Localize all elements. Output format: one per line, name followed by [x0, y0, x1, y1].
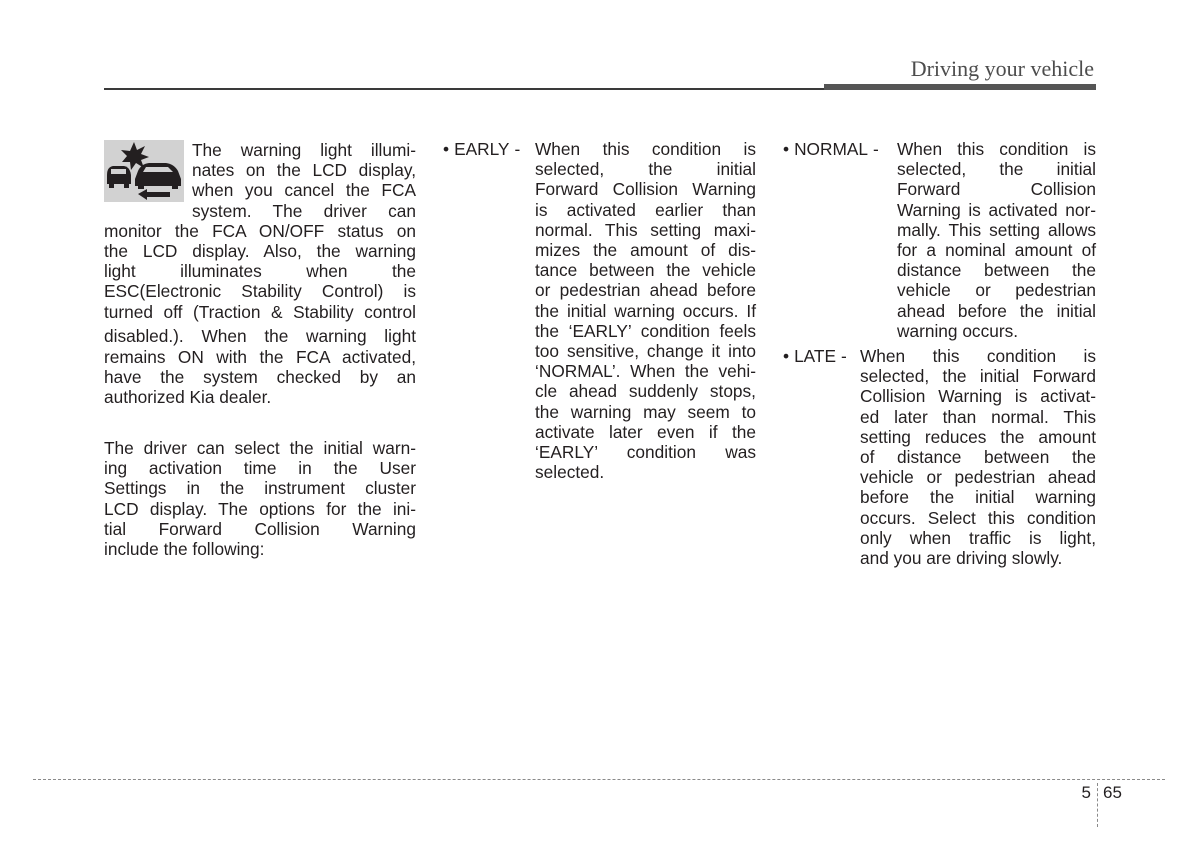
text-line: warning occurs.	[897, 320, 1019, 341]
option-description-late	[860, 346, 1096, 568]
footer-divider	[1097, 783, 1098, 827]
icon-caption	[192, 140, 416, 221]
text-line: ing activation time in the User	[104, 458, 416, 479]
text-line: disabled.). When the warning light	[104, 326, 416, 347]
text-line: mizes the amount of dis-	[535, 240, 756, 261]
text-line: ahead before the initial	[897, 300, 1096, 321]
text-line: or pedestrian ahead before	[535, 280, 756, 301]
text-line: light illuminates when the	[104, 261, 416, 282]
text-line: turned off (Traction & Stability control	[104, 301, 416, 322]
text-line: nates on the LCD display,	[192, 160, 416, 181]
text-line: Collision Warning is activat-	[860, 386, 1096, 407]
text-line: monitor the FCA ON/OFF status on	[104, 220, 416, 241]
text-line: ed later than normal. This	[860, 406, 1096, 427]
option-description-early	[535, 139, 756, 482]
text-line: selected, the initial	[897, 159, 1096, 180]
text-line: LCD display. The options for the ini-	[104, 498, 416, 519]
bullet: •	[783, 139, 790, 159]
header-rule	[104, 88, 824, 90]
fca-status-paragraph	[104, 221, 416, 407]
text-line: Warning is activated nor-	[897, 199, 1096, 220]
text-line: selected, the initial Forward	[860, 366, 1096, 387]
text-line: vehicle or pedestrian	[897, 280, 1096, 301]
text-line: vehicle or pedestrian ahead	[860, 467, 1096, 488]
option-label-late	[783, 346, 847, 366]
text-line: Forward Collision	[897, 179, 1096, 200]
text-line: system. The driver can	[192, 200, 416, 221]
option-separator: -	[514, 139, 521, 159]
text-line: have the system checked by an	[104, 366, 416, 387]
footer-rule	[33, 779, 1165, 780]
header-rule-accent	[824, 84, 1096, 90]
text-line: the LCD display. Also, the warning	[104, 241, 416, 261]
warning-timing-paragraph	[104, 438, 416, 559]
option-separator: -	[841, 346, 847, 366]
text-line: the warning may seem to	[535, 401, 756, 422]
section-title: Driving your vehicle	[910, 56, 1094, 81]
chapter-number: 5	[1081, 783, 1091, 802]
text-line: cle ahead suddenly stops,	[535, 381, 756, 402]
text-line: remains ON with the FCA activated,	[104, 346, 416, 367]
text-line: for a nominal amount of	[897, 240, 1096, 261]
text-line: setting reduces the amount	[860, 426, 1096, 447]
text-line: Settings in the instrument cluster	[104, 478, 416, 499]
text-line: before the initial warning	[860, 487, 1096, 508]
bullet: •	[443, 139, 450, 159]
text-line: authorized Kia dealer.	[104, 386, 272, 407]
text-line: ‘NORMAL’. When the vehi-	[535, 361, 756, 382]
text-line: only when traffic is light,	[860, 527, 1096, 548]
text-line: tance between the vehicle	[535, 260, 756, 281]
text-line: The warning light illumi-	[192, 140, 416, 160]
text-line: include the following:	[104, 539, 265, 560]
text-line: normal. This setting maxi-	[535, 219, 756, 240]
text-line: mally. This setting allows	[897, 219, 1096, 240]
option-name: EARLY	[454, 139, 510, 159]
option-description-normal	[897, 139, 1096, 341]
text-line: is activated earlier than	[535, 199, 756, 220]
text-line: activate later even if the	[535, 421, 756, 442]
text-line: When this condition is	[535, 139, 756, 159]
option-name: LATE	[794, 346, 836, 366]
text-line: When this condition is	[860, 346, 1096, 366]
text-line: of distance between the	[860, 447, 1096, 468]
text-line: Forward Collision Warning	[535, 179, 756, 200]
page-number: 65	[1103, 783, 1122, 802]
text-line: when you cancel the FCA	[192, 180, 416, 201]
option-name: NORMAL	[794, 139, 868, 159]
text-line: the ‘EARLY’ condition feels	[535, 320, 756, 341]
text-line: The driver can select the initial warn-	[104, 438, 416, 458]
text-line: When this condition is	[897, 139, 1096, 159]
option-separator: -	[873, 139, 879, 159]
text-line: occurs. Select this condition	[860, 507, 1096, 528]
text-line: tial Forward Collision Warning	[104, 518, 416, 539]
text-line: distance between the	[897, 260, 1096, 281]
option-label-normal	[783, 139, 879, 159]
text-line: selected.	[535, 462, 605, 483]
text-line: selected, the initial	[535, 159, 756, 180]
text-line: ‘EARLY’ condition was	[535, 442, 756, 463]
text-line: and you are driving slowly.	[860, 548, 1063, 569]
text-line: the initial warning occurs. If	[535, 300, 756, 321]
option-label-early	[443, 139, 520, 159]
bullet: •	[783, 346, 790, 366]
text-line: ESC(Electronic Stability Control) is	[104, 281, 416, 302]
fca-off-warning-light-icon	[104, 140, 184, 202]
text-line: too sensitive, change it into	[535, 341, 756, 362]
